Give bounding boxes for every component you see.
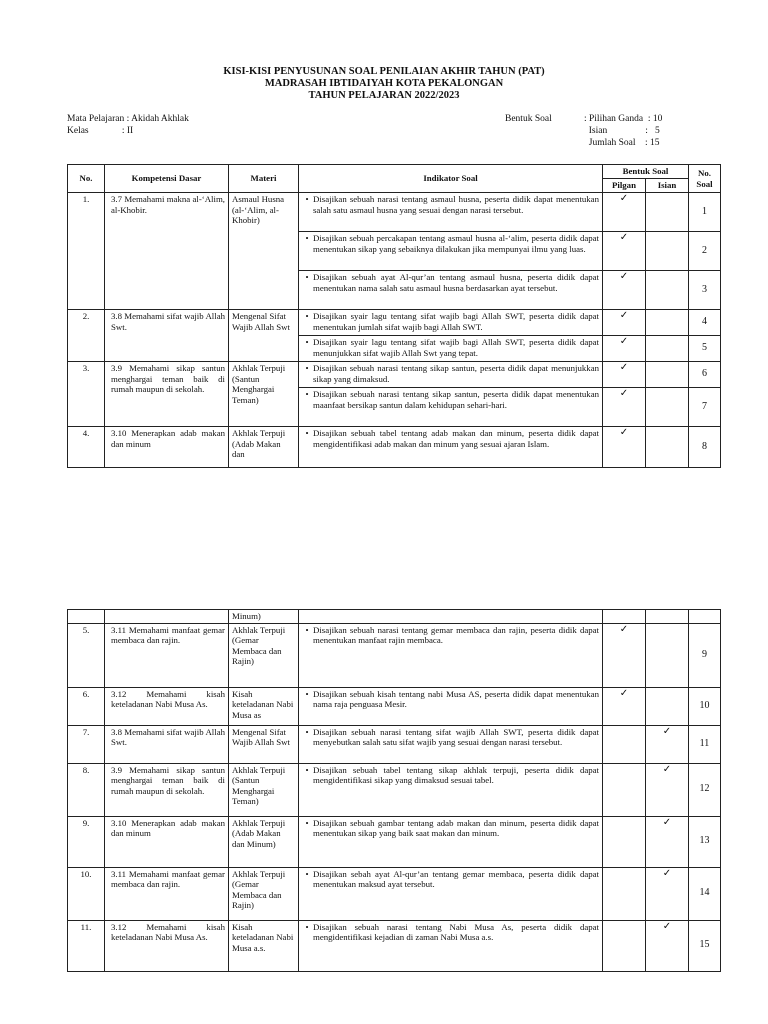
checkmark-icon: ✓ [662, 725, 672, 737]
isian-check-slot [646, 387, 688, 426]
isian-cell [646, 687, 689, 725]
col-header-nosoal: No. Soal [689, 165, 721, 193]
question-number: 4 [702, 316, 707, 328]
indicator-item [299, 817, 602, 867]
pilgan-cell [603, 310, 646, 362]
question-number: 1 [702, 205, 707, 217]
pilgan-cell [603, 867, 646, 920]
materi-cell: Akhlak Terpuji (Gemar Membaca dan Rajin) [229, 867, 299, 920]
isian-check-slot [646, 817, 688, 867]
table-row [68, 623, 721, 687]
isian-check-slot [646, 231, 688, 270]
indicator-text [301, 611, 599, 619]
kompetensi-dasar-cell: 3.11 Memahami manfaat gemar membaca dan rajin. [105, 867, 229, 920]
indicator-item [299, 193, 602, 231]
isian-cell [646, 362, 689, 427]
checkmark-icon: ✓ [619, 362, 629, 373]
pilgan-check-slot [603, 688, 645, 725]
bullet-icon: • [305, 726, 309, 737]
materi-cell: Akhlak Terpuji (Adab Makan dan Minum) [229, 816, 299, 867]
pilgan-check-slot [603, 387, 645, 426]
isian-check-slot [646, 310, 688, 335]
indicator-item [299, 764, 602, 816]
indicator-text: Disajikan sebuah tabel tentang sikap akhlak terpuji, peserta didik dapat mengidentifikasi sikap yang dimaksud sesuai tabel. [313, 764, 599, 786]
isian-cell [646, 193, 689, 310]
nosoal-cell [689, 623, 721, 687]
col-header-pilgan: Pilgan [603, 179, 646, 193]
kompetensi-dasar-cell: 3.10 Menerapkan adab makan dan minum [105, 816, 229, 867]
materi-cell: Akhlak Terpuji (Santun Menghargai Teman) [229, 763, 299, 816]
nosoal-cell [689, 867, 721, 920]
indicator-text: Disajikan sebuah ayat Al-qur’an tentang asmaul husna, peserta didik dapat menentukan nama salah satu asmaul husna berdasarkan ayat tersebut. [313, 272, 599, 293]
doc-title-line1: KISI-KISI PENYUSUNAN SOAL PENILAIAN AKHIR TAHUN (PAT) [223, 66, 545, 77]
nosoal-cell [689, 193, 721, 310]
question-number: 3 [689, 270, 720, 309]
meta-pg: : Pilihan Ganda : 10 [584, 114, 663, 124]
bullet-icon: • [305, 428, 309, 438]
indikator-cell [299, 763, 603, 816]
indikator-cell [299, 610, 603, 624]
indicator-text: Disajikan syair lagu tentang sifat wajib bagi Allah SWT, peserta didik dapat menentukan jumlah sifat wajib bagi Allah SWT. [313, 311, 599, 332]
col-header-kd: Kompetensi Dasar [105, 165, 229, 193]
checkmark-icon: ✓ [662, 920, 672, 932]
pilgan-cell [603, 763, 646, 816]
isian-cell [646, 867, 689, 920]
checkmark-icon: ✓ [619, 388, 629, 399]
row-number: 4. [68, 427, 105, 468]
indicator-text: Disajikan sebuah narasi tentang sikap santun, peserta didik dapat menunjukkan sikap yang dimaksud. [313, 363, 599, 384]
checkmark-icon: ✓ [619, 427, 629, 438]
table-row [68, 816, 721, 867]
row-number: 3. [68, 362, 105, 427]
row-number: 1. [68, 193, 105, 310]
indicator-text: Disajikan sebuah narasi tentang Nabi Musa As, peserta didik dapat mengidentifikasi kejadian di zaman Nabi Musa a.s. [313, 921, 599, 943]
bullet-icon: • [305, 194, 309, 204]
indicator-text: Disajikan sebuah percakapan tentang asmaul husna al-‘alim, peserta didik dapat menentukan sikap yang sebaiknya dilakukan jika mempunyai ilmu yang luas. [313, 233, 599, 254]
pilgan-check-slot [603, 362, 645, 387]
checkmark-icon: ✓ [619, 310, 629, 321]
materi-cell: Kisah keteladanan Nabi Musa as [229, 687, 299, 725]
pilgan-check-slot [603, 868, 645, 920]
isian-cell [646, 427, 689, 468]
isian-check-slot [646, 868, 688, 920]
materi-cell: Akhlak Terpuji (Gemar Membaca dan Rajin) [229, 623, 299, 687]
bullet-icon: • [305, 921, 309, 932]
row-number: 8. [68, 763, 105, 816]
pilgan-cell [603, 427, 646, 468]
doc-title-line3: TAHUN PELAJARAN 2022/2023 [308, 90, 460, 101]
bullet-icon: • [305, 389, 309, 399]
row-number: 10. [68, 867, 105, 920]
indicator-item [299, 362, 602, 387]
question-number [689, 611, 720, 621]
question-number: 5 [689, 335, 720, 361]
isian-cell [646, 725, 689, 763]
pilgan-cell [603, 193, 646, 310]
row-number [68, 610, 105, 624]
checkmark-icon: ✓ [619, 271, 629, 282]
grid-table-1 [67, 164, 721, 468]
indikator-cell [299, 867, 603, 920]
isian-cell [646, 610, 689, 624]
materi-cell: Mengenal Sifat Wajib Allah Swt [229, 310, 299, 362]
table-row [68, 310, 721, 362]
pilgan-cell [603, 362, 646, 427]
nosoal-cell [689, 427, 721, 468]
indikator-cell [299, 920, 603, 971]
table-row [68, 362, 721, 427]
nosoal-cell [689, 920, 721, 971]
pilgan-cell [603, 623, 646, 687]
table-row [68, 193, 721, 310]
nosoal-cell [689, 816, 721, 867]
indicator-item [299, 387, 602, 426]
indicator-item [299, 335, 602, 361]
indicator-item [299, 427, 602, 467]
checkmark-icon: ✓ [662, 816, 672, 828]
col-header-materi: Materi [229, 165, 299, 193]
isian-check-slot [646, 688, 688, 725]
table-row [68, 427, 721, 468]
indicator-text: Disajikan syair lagu tentang sifat wajib bagi Allah SWT, peserta didik dapat menunjukkan sifat wajib Allah Swt yang tepat. [313, 337, 599, 358]
question-number: 12 [699, 783, 710, 795]
isian-cell [646, 920, 689, 971]
question-number: 6 [702, 368, 707, 380]
indicator-item [299, 726, 602, 763]
indicator-text: Disajikan sebuah gambar tentang adab makan dan minum, peserta didik dapat menentukan sikap yang baik saat makan dan minum. [313, 817, 599, 839]
isian-check-slot [646, 764, 688, 816]
indikator-cell [299, 193, 603, 310]
materi-cell: Akhlak Terpuji (Santun Menghargai Teman) [229, 362, 299, 427]
doc-title-line2: MADRASAH IBTIDAIYAH KOTA PEKALONGAN [264, 78, 504, 89]
question-number: 7 [689, 387, 720, 426]
pilgan-cell [603, 610, 646, 624]
isian-cell [646, 763, 689, 816]
indicator-item [299, 624, 602, 687]
kompetensi-dasar-cell [105, 610, 229, 624]
bullet-icon: • [305, 624, 309, 635]
isian-check-slot [646, 726, 688, 763]
checkmark-icon: ✓ [619, 232, 629, 243]
isian-check-slot [646, 610, 688, 620]
materi-cell: Mengenal Sifat Wajib Allah Swt [229, 725, 299, 763]
nosoal-cell [689, 763, 721, 816]
checkmark-icon: ✓ [619, 336, 629, 347]
indicator-text: Disajikan sebuah narasi tentang asmaul husna, peserta didik dapat menentukan salah satu asmaul husna yang sesuai dengan narasi tersebut. [313, 194, 599, 215]
materi-cell: Kisah keteladanan Nabi Musa a.s. [229, 920, 299, 971]
indicator-item [299, 310, 602, 335]
question-number: 8 [702, 440, 707, 452]
indikator-cell [299, 362, 603, 427]
indicator-item [299, 270, 602, 309]
pilgan-check-slot [603, 817, 645, 867]
table-row [68, 610, 721, 624]
kompetensi-dasar-cell: 3.10 Menerapkan adab makan dan minum [105, 427, 229, 468]
checkmark-icon: ✓ [619, 687, 629, 699]
table-row [68, 867, 721, 920]
row-number: 2. [68, 310, 105, 362]
indicator-text: Disajikan sebah ayat Al-qur’an tentang gemar membaca, peserta didik dapat menentukan maksud ayat tersebut. [313, 868, 599, 890]
materi-cell: Akhlak Terpuji (Adab Makan dan [229, 427, 299, 468]
pilgan-cell [603, 725, 646, 763]
row-number: 6. [68, 687, 105, 725]
col-header-isian: Isian [646, 179, 689, 193]
pilgan-check-slot [603, 270, 645, 309]
table-row [68, 920, 721, 971]
question-number: 10 [699, 699, 710, 711]
row-number: 5. [68, 623, 105, 687]
pilgan-check-slot [603, 624, 645, 687]
pilgan-check-slot [603, 610, 645, 620]
nosoal-cell [689, 687, 721, 725]
bullet-icon: • [305, 817, 309, 828]
indicator-item [299, 921, 602, 971]
checkmark-icon: ✓ [619, 623, 629, 635]
pilgan-check-slot [603, 764, 645, 816]
isian-check-slot [646, 624, 688, 687]
kompetensi-dasar-cell: 3.12 Memahami kisah keteladanan Nabi Musa As. [105, 687, 229, 725]
kompetensi-dasar-cell: 3.11 Memahami manfaat gemar membaca dan rajin. [105, 623, 229, 687]
isian-check-slot [646, 270, 688, 309]
indicator-text: Disajikan sebuah narasi tentang gemar membaca dan rajin, peserta didik dapat menentukan manfaat rajin membaca. [313, 624, 599, 646]
materi-cell: Asmaul Husna (al-‘Alim, al-Khobir) [229, 193, 299, 310]
meta-total: Jumlah Soal : 15 [584, 138, 660, 148]
bullet-icon: • [305, 363, 309, 373]
bullet-icon: • [305, 764, 309, 775]
table-row [68, 687, 721, 725]
indicator-text: Disajikan sebuah narasi tentang sikap santun, peserta didik dapat menentukan maanfaat bersikap santun dalam kehidupan sehari-hari. [313, 389, 599, 410]
isian-check-slot [646, 362, 688, 387]
question-number: 9 [702, 648, 707, 660]
pilgan-cell [603, 687, 646, 725]
pilgan-check-slot [603, 310, 645, 335]
materi-cell: Minum) [229, 610, 299, 624]
indikator-cell [299, 725, 603, 763]
bullet-icon: • [305, 311, 309, 321]
bullet-icon: • [305, 272, 309, 282]
isian-cell [646, 816, 689, 867]
checkmark-icon: ✓ [662, 867, 672, 879]
meta-form-label: Bentuk Soal [505, 114, 552, 124]
checkmark-icon: ✓ [662, 763, 672, 775]
kompetensi-dasar-cell: 3.8 Memahami sifat wajib Allah Swt. [105, 310, 229, 362]
nosoal-cell [689, 310, 721, 362]
isian-check-slot [646, 335, 688, 361]
question-number: 15 [699, 939, 710, 951]
nosoal-cell [689, 725, 721, 763]
kompetensi-dasar-cell: 3.9 Memahami sikap santun menghargai teman baik di rumah maupun di sekolah. [105, 763, 229, 816]
row-number: 9. [68, 816, 105, 867]
indicator-text: Disajikan sebuah tabel tentang adab makan dan minum, peserta didik dapat mengidentifikasi adab makan dan minum yang sesuai ajaran Islam. [313, 428, 599, 449]
indikator-cell [299, 623, 603, 687]
indicator-text: Disajikan sebuah narasi tentang sifat wajib Allah SWT, peserta didik dapat menyebutkan salah satu sifat wajib yang sesuai dengan narasi tersebut. [313, 726, 599, 748]
indikator-cell [299, 427, 603, 468]
bullet-icon: • [305, 233, 309, 243]
grid-table-2 [67, 609, 721, 972]
pilgan-check-slot [603, 231, 645, 270]
indicator-item [299, 868, 602, 920]
isian-cell [646, 623, 689, 687]
question-number: 2 [689, 231, 720, 270]
nosoal-cell [689, 362, 721, 427]
question-number: 11 [699, 737, 710, 749]
kompetensi-dasar-cell: 3.12 Memahami kisah keteladanan Nabi Musa As. [105, 920, 229, 971]
row-number: 7. [68, 725, 105, 763]
indikator-cell [299, 687, 603, 725]
isian-check-slot [646, 193, 688, 231]
nosoal-cell [689, 610, 721, 624]
col-header-indikator: Indikator Soal [299, 165, 603, 193]
pilgan-check-slot [603, 193, 645, 231]
indikator-cell [299, 816, 603, 867]
isian-check-slot [646, 427, 688, 467]
table-row [68, 763, 721, 816]
meta-subject: Mata Pelajaran : Akidah Akhlak [67, 114, 189, 124]
pilgan-check-slot [603, 921, 645, 971]
col-header-no: No. [68, 165, 105, 193]
pilgan-check-slot [603, 427, 645, 467]
pilgan-cell [603, 920, 646, 971]
isian-check-slot [646, 921, 688, 971]
row-number: 11. [68, 920, 105, 971]
question-number: 14 [699, 887, 710, 899]
table-row [68, 725, 721, 763]
indikator-cell [299, 310, 603, 362]
indicator-text: Disajikan sebuah kisah tentang nabi Musa AS, peserta didik dapat menentukan nama raja penguasa Mesir. [313, 688, 599, 710]
meta-class: Kelas : II [67, 126, 134, 136]
bullet-icon: • [305, 337, 309, 347]
bullet-icon: • [305, 868, 309, 879]
isian-cell [646, 310, 689, 362]
indicator-item [299, 231, 602, 270]
checkmark-icon: ✓ [619, 193, 629, 204]
kompetensi-dasar-cell: 3.9 Memahami sikap santun menghargai teman baik di rumah maupun di sekolah. [105, 362, 229, 427]
indicator-item [299, 688, 602, 725]
col-header-bentuk: Bentuk Soal [603, 165, 689, 179]
question-number: 13 [699, 835, 710, 847]
bullet-icon: • [305, 688, 309, 699]
pilgan-check-slot [603, 726, 645, 763]
kompetensi-dasar-cell: 3.8 Memahami sifat wajib Allah Swt. [105, 725, 229, 763]
meta-isian: Isian : 5 [584, 126, 660, 136]
pilgan-cell [603, 816, 646, 867]
pilgan-check-slot [603, 335, 645, 361]
indicator-item [299, 610, 602, 620]
kompetensi-dasar-cell: 3.7 Memahami makna al-‘Alim, al-Khobir. [105, 193, 229, 310]
